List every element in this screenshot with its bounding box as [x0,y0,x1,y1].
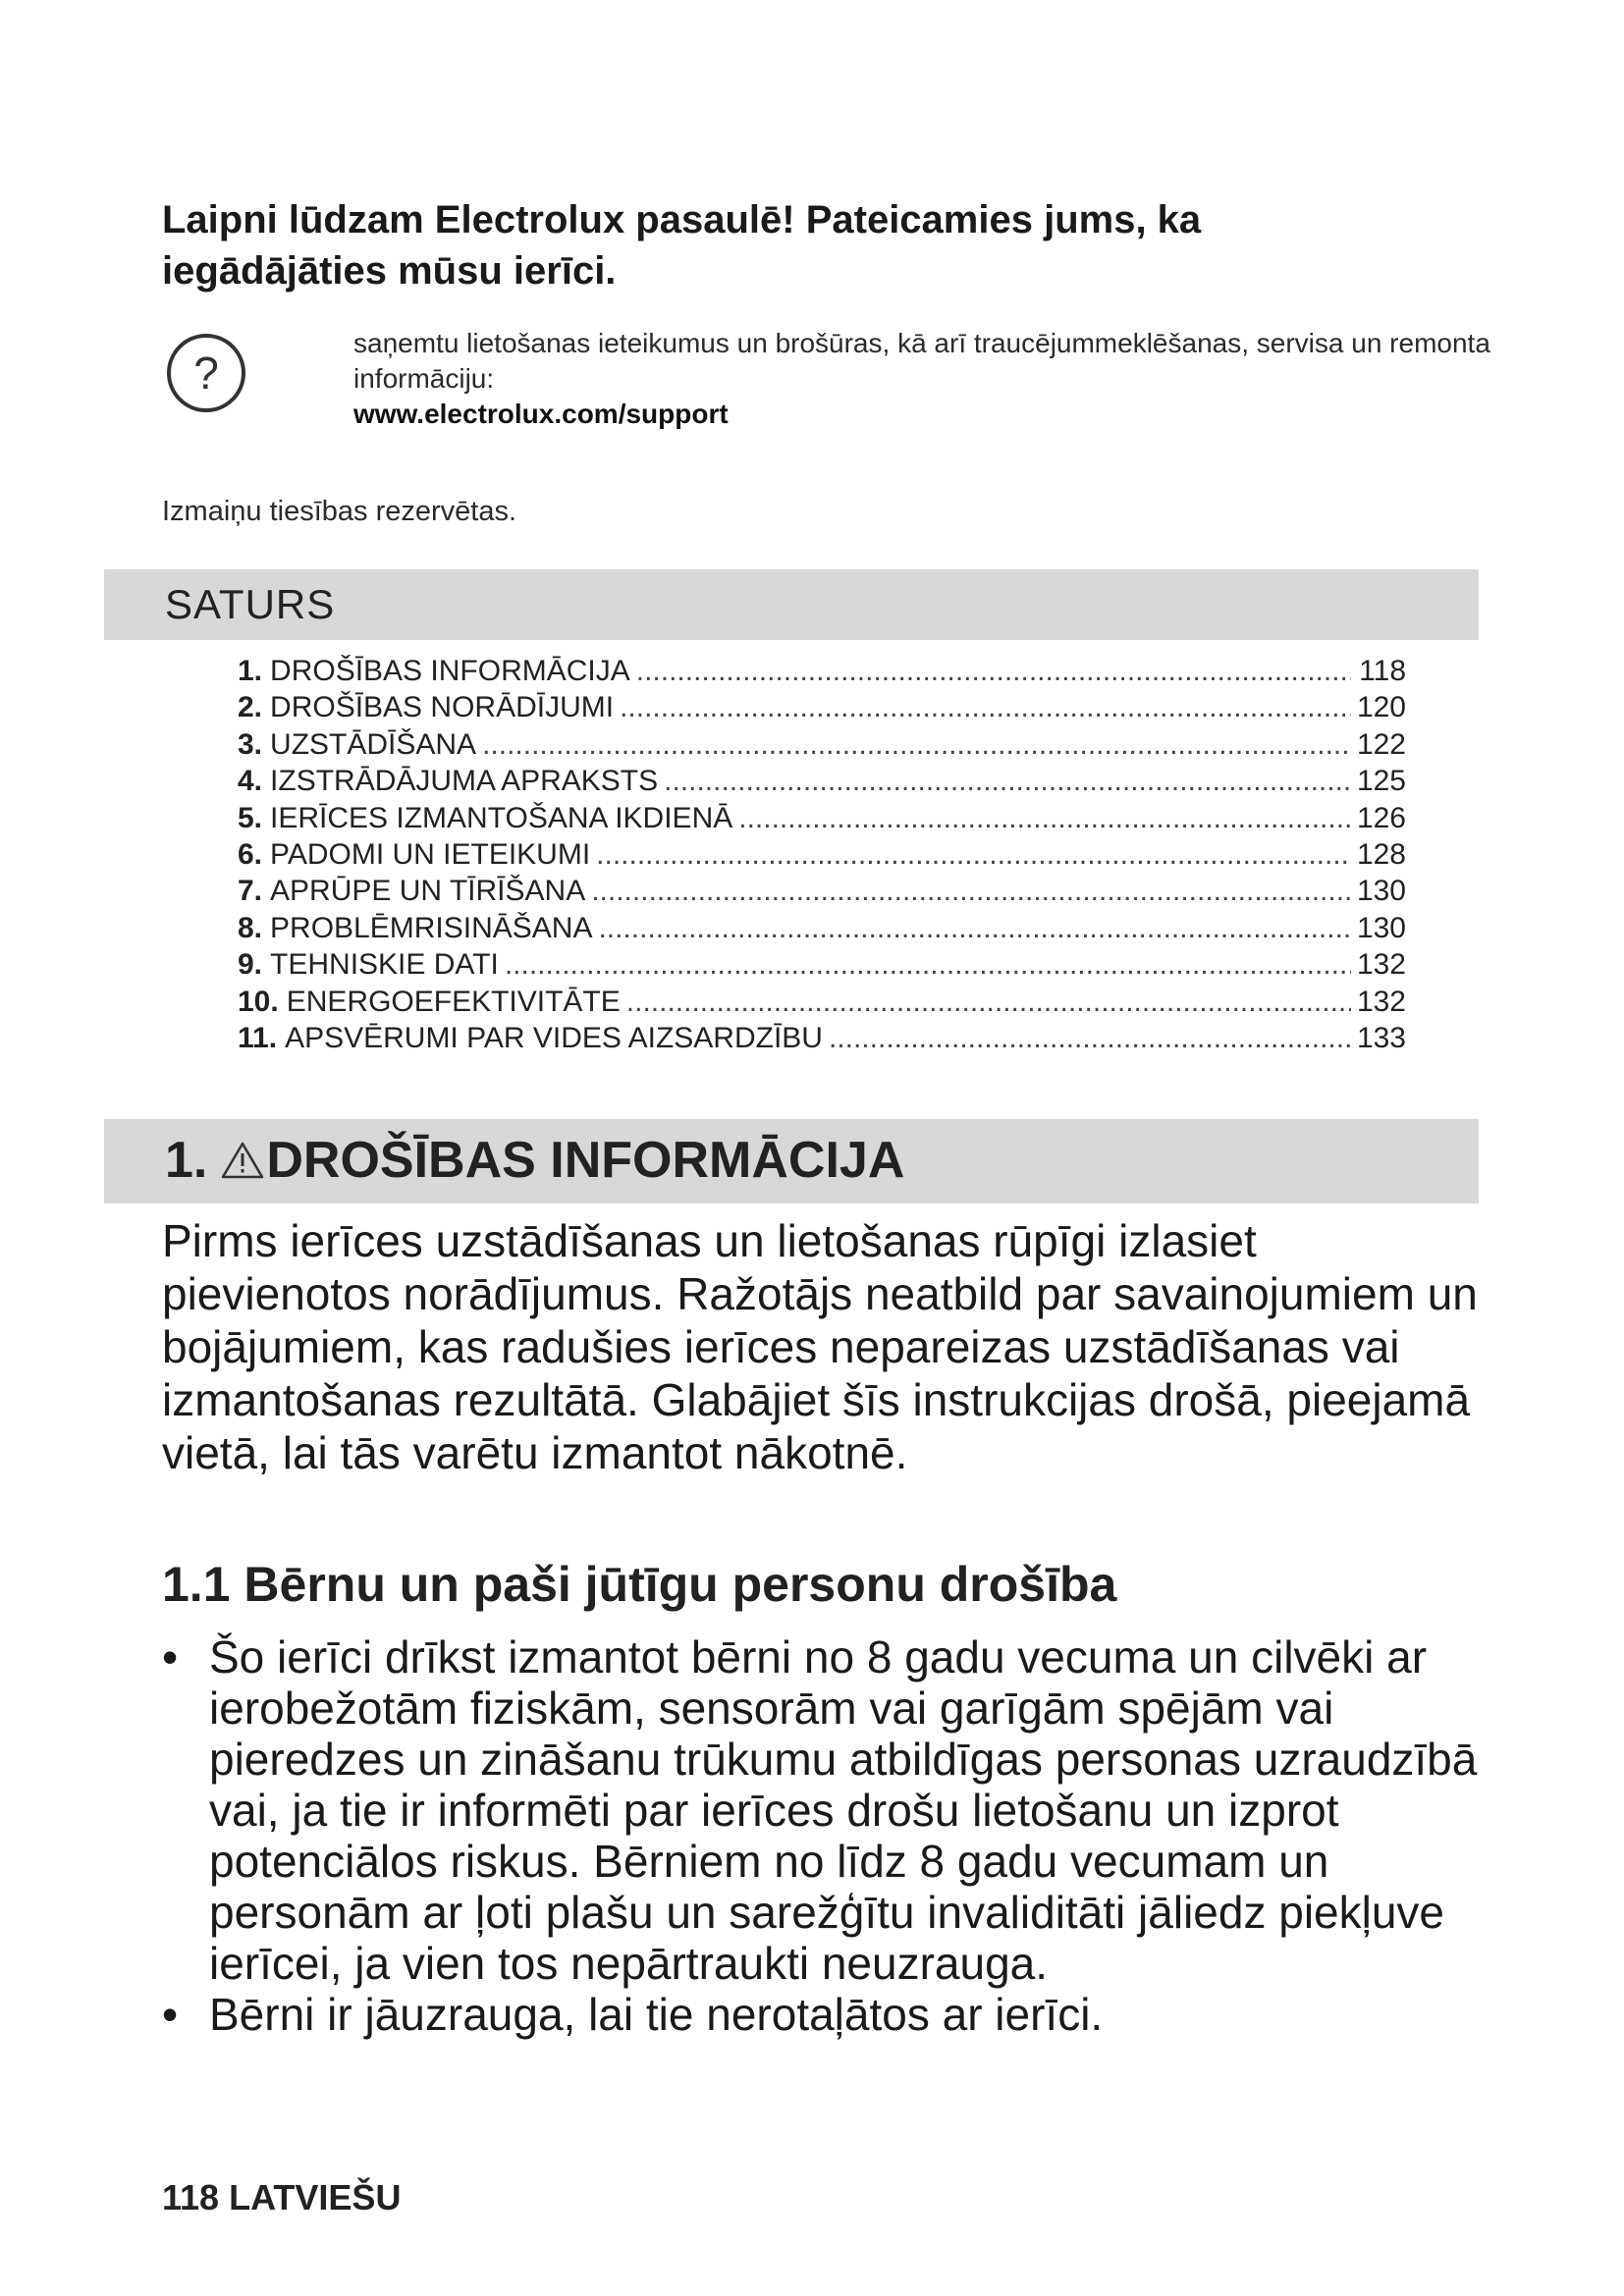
toc-item-number: 8. [238,911,263,944]
toc-item[interactable] [238,910,1406,946]
section1-intro: Pirms ierīces uzstādīšanas un lietošanas rūpīgi izlasiet pievienotos norādījumus. Ražotājs neatbild par savainojumiem un bojājumiem, kas radušies ierīces nepareizas uzstādīšanas vai izmantošanas rezultātā. Glabājiet šīs instrukcijas drošā, pieejamā vietā, lai tās varētu izmantot nākotnē. [162,1215,1478,1478]
toc-item[interactable] [238,800,1406,836]
toc-item-label: IERĪCES IZMANTOŠANA IKDIENĀ [270,801,733,834]
toc-leader [620,689,1351,725]
toc-item-number: 9. [238,948,263,982]
toc-item-number: 1. [238,655,263,687]
toc-item-number: 10. [238,985,279,1018]
toc-item[interactable] [238,946,1406,983]
bullet-icon: • [162,1989,179,2040]
toc-item-label: APRŪPE UN TĪRĪŠANA [270,875,586,908]
toc-item-label: PROBLĒMRISINĀŠANA [270,911,593,944]
page-footer [162,2177,401,2218]
section1-title [165,1131,904,1190]
toc-leader [505,946,1351,983]
table-of-contents [238,653,1406,1056]
toc-leader [738,800,1351,836]
toc-leader [626,984,1351,1020]
toc-item[interactable] [238,763,1406,799]
toc-item-number: 3. [238,727,263,761]
toc-item-label: UZSTĀDĪŠANA [270,727,477,761]
toc-item-number: 11. [238,1021,278,1054]
warning-triangle-icon [221,1141,264,1180]
list-item-text: Šo ierīci drīkst izmantot bērni no 8 gadu vecuma un cilvēki ar ierobežotām fiziskām, sensorām vai garīgām spējām vai pieredzes un zināšanu trūkumu atbildīgas personas uzraudzībā vai, ja tie ir informēti par ierīces drošu lietošanu un izprot potenciālos riskus. Bērniem no līdz 8 gadu vecumam un personām ar ļoti plašu un sarežģītu invaliditāti jāliedz piekļuve ierīcei, ja vien tos nepārtraukti neuzrauga. [209,1631,1478,1989]
toc-leader [664,763,1351,799]
support-info [353,326,1492,432]
toc-item-label: DROŠĪBAS NORĀDĪJUMI [270,691,615,724]
toc-item-page: 122 [1356,727,1406,761]
rights-notice: Izmaiņu tiesības rezervētas. [162,496,517,527]
toc-item-number: 7. [238,875,263,908]
svg-text:?: ? [193,347,219,399]
toc-item-page: 126 [1356,801,1406,834]
toc-leader [591,873,1351,909]
toc-item-label: PADOMI UN IETEIKUMI [270,837,591,871]
section1-number: 1. [165,1132,208,1189]
bullet-icon: • [162,1631,179,1682]
toc-leader [636,653,1351,689]
toc-item-page: 133 [1356,1021,1406,1054]
toc-item-number: 4. [238,765,263,798]
toc-leader [829,1020,1351,1056]
toc-item[interactable] [238,689,1406,725]
toc-item[interactable] [238,873,1406,909]
toc-title: SATURS [165,581,336,627]
support-link[interactable]: www.electrolux.com/support [353,399,729,429]
question-circle-icon [165,332,247,414]
safety-bullets [162,1631,1488,2040]
footer-language: LATVIEŠU [229,2177,402,2217]
list-item [162,1989,1488,2040]
list-item-text: Bērni ir jāuzrauga, lai tie nerotaļātos ar ierīci. [209,1989,1104,2040]
toc-item-number: 6. [238,837,263,871]
toc-item-page: 130 [1356,875,1406,908]
toc-item-page: 132 [1356,948,1406,982]
toc-item-page: 130 [1356,911,1406,944]
toc-leader [482,726,1351,763]
page-number: 118 [162,2177,220,2217]
toc-item[interactable] [238,1020,1406,1056]
toc-item-label: ENERGOEFEKTIVITĀTE [286,985,621,1018]
toc-item[interactable] [238,984,1406,1020]
toc-item-page: 132 [1356,985,1406,1018]
toc-item-page: 118 [1359,655,1406,687]
toc-item[interactable] [238,836,1406,873]
toc-item[interactable] [238,653,1406,689]
toc-item-page: 128 [1356,837,1406,871]
toc-item-page: 125 [1356,765,1406,798]
toc-item[interactable] [238,726,1406,763]
toc-item-page: 120 [1356,691,1406,724]
subsection-title: 1.1 Bērnu un paši jūtīgu personu drošība [162,1557,1117,1612]
list-item [162,1631,1488,1989]
toc-item-label: DROŠĪBAS INFORMĀCIJA [270,655,630,687]
welcome-heading: Laipni lūdzam Electrolux pasaulē! Pateicamies jums, ka iegādājāties mūsu ierīci. [162,198,1202,293]
toc-leader [598,910,1350,946]
toc-item-label: IZSTRĀDĀJUMA APRAKSTS [270,765,659,798]
section1-title-text: DROŠĪBAS INFORMĀCIJA [266,1132,905,1189]
support-text: saņemtu lietošanas ieteikumus un brošūras, kā arī traucējummeklēšanas, servisa un remonta informāciju: [353,328,1490,394]
toc-item-label: APSVĒRUMI PAR VIDES AIZSARDZĪBU [285,1021,823,1054]
toc-item-number: 2. [238,691,263,724]
toc-leader [596,836,1351,873]
toc-item-number: 5. [238,801,263,834]
toc-item-label: TEHNISKIE DATI [270,948,499,982]
